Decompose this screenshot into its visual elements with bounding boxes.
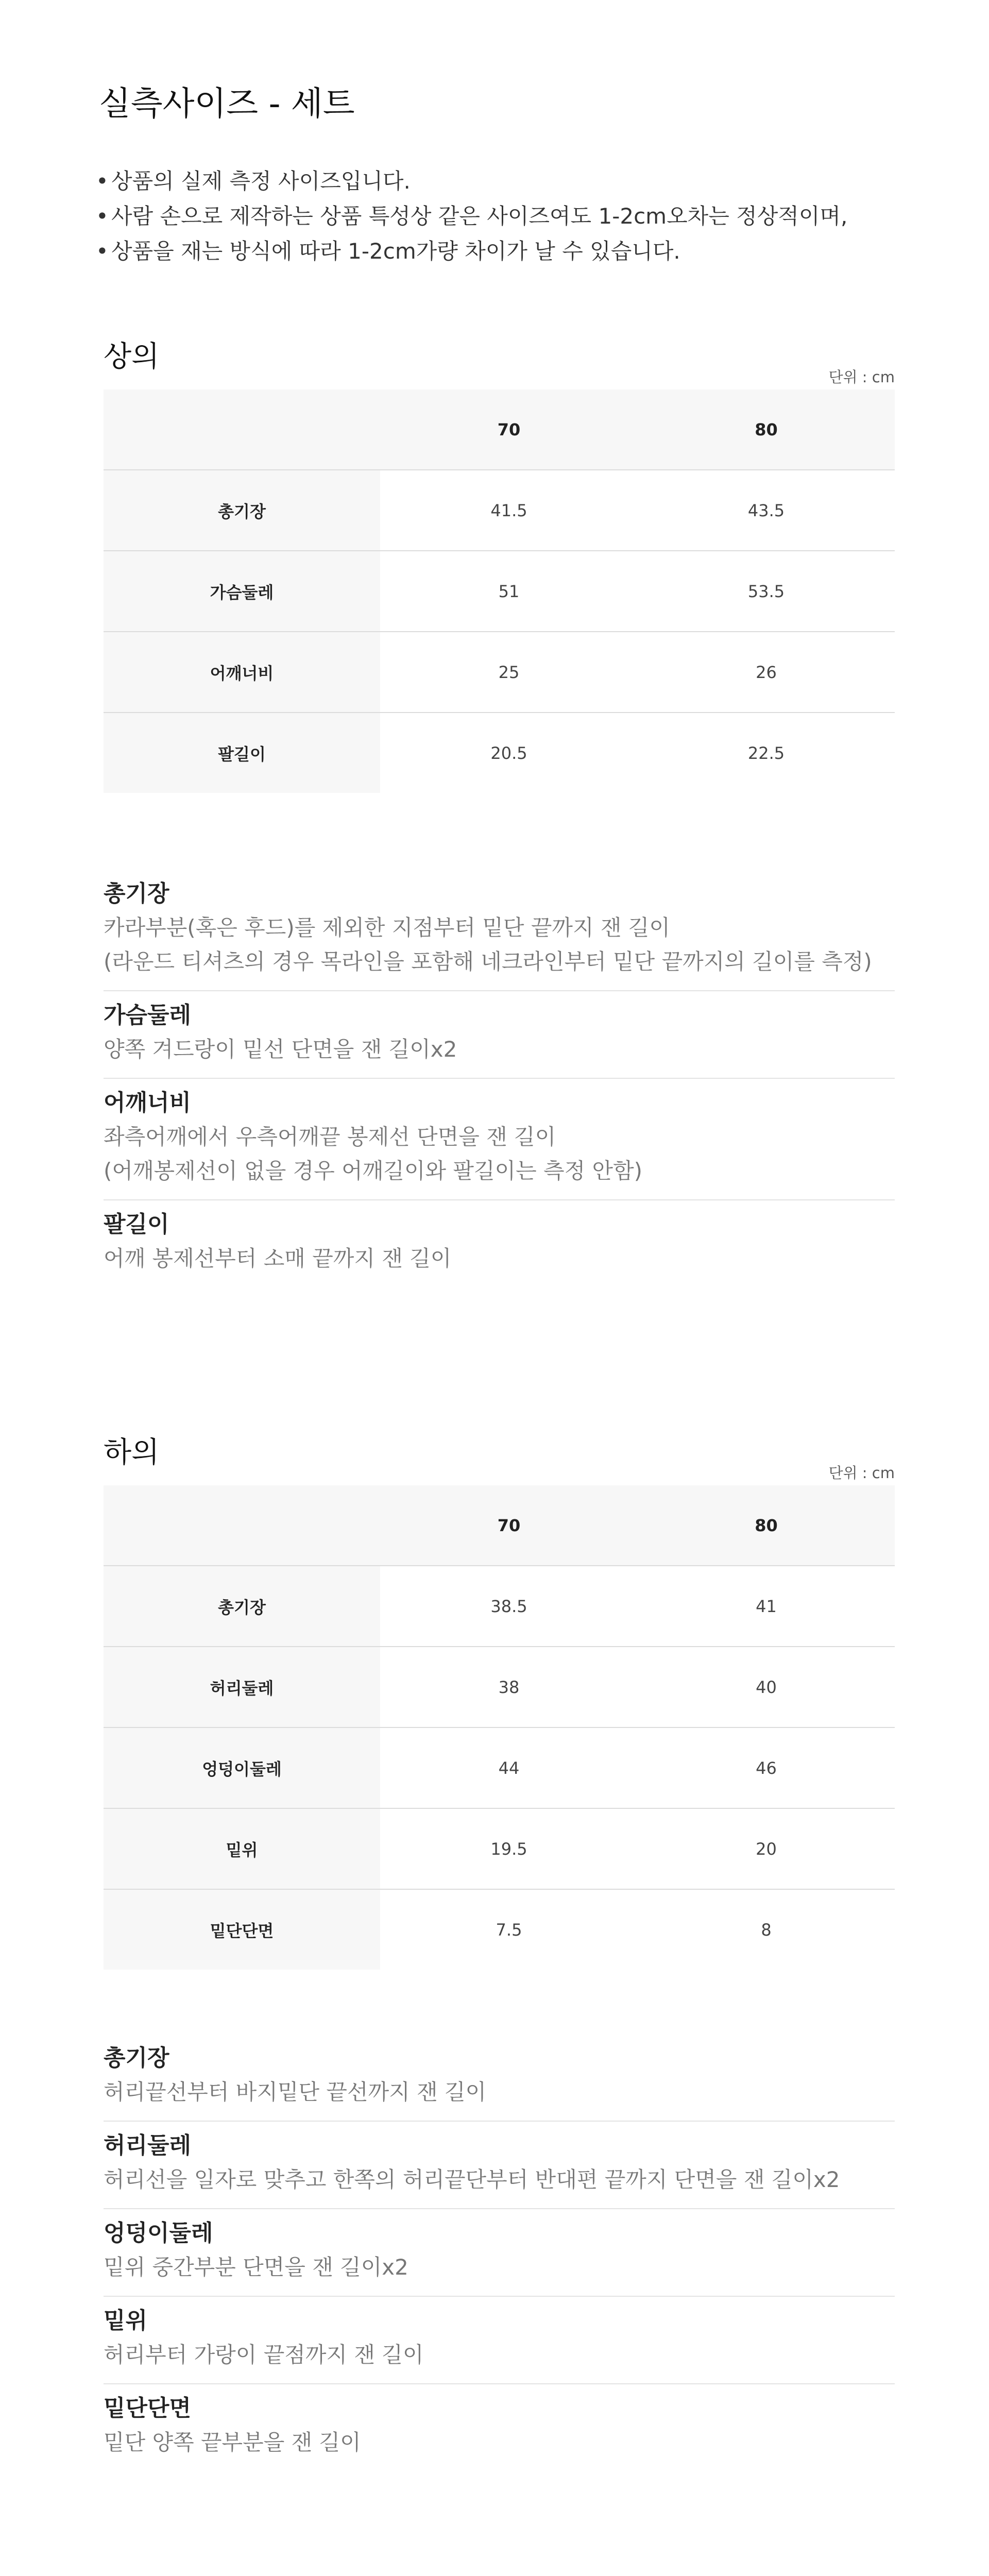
table-cell: 26: [638, 632, 895, 713]
table-corner-cell: [104, 389, 380, 470]
definition-item: [104, 991, 895, 1079]
bottom-size-table: [104, 1485, 895, 1970]
note-item: • 사람 손으로 제작하는 상품 특성상 같은 사이즈여도 1-2cm오차는 정상적이며,: [94, 199, 918, 234]
definition-item: [104, 2122, 895, 2209]
table-cell: 7.5: [380, 1889, 638, 1970]
definition-text: 밑단 양쪽 끝부분을 잰 길이: [104, 2430, 361, 2455]
definition-item: [104, 1079, 895, 1200]
definition-text: 카라부분(혹은 후드)를 제외한 지점부터 밑단 끝까지 잰 길이: [104, 915, 670, 940]
table-row: [104, 1647, 895, 1727]
table-cell: 20.5: [380, 713, 638, 793]
definition-term: 팔길이: [104, 1211, 169, 1238]
definition-text: 양쪽 겨드랑이 밑선 단면을 잰 길이x2: [104, 1037, 457, 1062]
table-cell: 53.5: [638, 551, 895, 632]
page-title: 실측사이즈 - 세트: [99, 85, 355, 123]
bottom-section-title: 하의: [104, 1436, 160, 1469]
table-cell: 19.5: [380, 1808, 638, 1889]
row-label: 총기장: [104, 1566, 380, 1647]
definition-term: 총기장: [104, 880, 169, 907]
table-row: [104, 713, 895, 793]
top-size-table: [104, 389, 895, 793]
definition-text: 좌측어깨에서 우측어깨끝 봉제선 단면을 잰 길이: [104, 1124, 556, 1149]
definition-term: 엉덩이둘레: [104, 2220, 213, 2246]
table-cell: 41: [638, 1566, 895, 1647]
table-cell: 43.5: [638, 470, 895, 551]
size-column-header: 70: [380, 389, 638, 470]
size-column-header: 80: [638, 1485, 895, 1566]
definition-item: [104, 2034, 895, 2122]
definition-text: 어깨 봉제선부터 소매 끝까지 잰 길이: [104, 1246, 452, 1271]
table-cell: 51: [380, 551, 638, 632]
table-header-row: [104, 389, 895, 470]
row-label: 허리둘레: [104, 1647, 380, 1727]
size-column-header: 80: [638, 389, 895, 470]
table-cell: 8: [638, 1889, 895, 1970]
table-corner-cell: [104, 1485, 380, 1566]
note-item-continuation: • 상품을 재는 방식에 따라 1-2cm가량 차이가 날 수 있습니다.: [94, 234, 918, 269]
definition-item: [104, 1200, 895, 1287]
table-cell: 22.5: [638, 713, 895, 793]
definition-term: 허리둘레: [104, 2132, 192, 2159]
table-cell: 46: [638, 1727, 895, 1808]
definition-item: [104, 2209, 895, 2297]
row-label: 가슴둘레: [104, 551, 380, 632]
definition-text: 허리선을 일자로 맞추고 한쪽의 허리끝단부터 반대편 끝까지 단면을 잰 길이x2: [104, 2167, 840, 2192]
table-cell: 41.5: [380, 470, 638, 551]
table-row: [104, 1566, 895, 1647]
table-cell: 40: [638, 1647, 895, 1727]
table-cell: 44: [380, 1727, 638, 1808]
table-row: [104, 1808, 895, 1889]
table-cell: 20: [638, 1808, 895, 1889]
table-row: [104, 551, 895, 632]
definition-text: 허리끝선부터 바지밑단 끝선까지 잰 길이: [104, 2079, 487, 2105]
note-item: • 상품의 실제 측정 사이즈입니다.: [94, 164, 918, 199]
table-row: [104, 1727, 895, 1808]
row-label: 어깨너비: [104, 632, 380, 713]
definition-term: 밑위: [104, 2308, 148, 2334]
row-label: 팔길이: [104, 713, 380, 793]
definition-text: 허리부터 가랑이 끝점까지 잰 길이: [104, 2342, 424, 2367]
definition-item: [104, 2297, 895, 2384]
definition-item: [104, 2384, 895, 2471]
top-section-title: 상의: [104, 340, 160, 374]
definition-term: 총기장: [104, 2045, 169, 2071]
table-row: [104, 632, 895, 713]
definition-term: 밑단단면: [104, 2395, 192, 2421]
row-label: 엉덩이둘레: [104, 1727, 380, 1808]
table-cell: 38.5: [380, 1566, 638, 1647]
size-column-header: 70: [380, 1485, 638, 1566]
top-unit-label: 단위 : cm: [828, 368, 895, 386]
table-cell: 25: [380, 632, 638, 713]
row-label: 밑단단면: [104, 1889, 380, 1970]
bottom-unit-label: 단위 : cm: [828, 1464, 895, 1482]
table-row: [104, 470, 895, 551]
definition-term: 가슴둘레: [104, 1002, 192, 1028]
definition-item: [104, 870, 895, 991]
table-row: [104, 1889, 895, 1970]
definition-text: (라운드 티셔츠의 경우 목라인을 포함해 네크라인부터 밑단 끝까지의 길이를 측정): [104, 949, 872, 974]
notes-list: [94, 164, 918, 269]
row-label: 밑위: [104, 1808, 380, 1889]
table-cell: 38: [380, 1647, 638, 1727]
table-header-row: [104, 1485, 895, 1566]
definition-text: 밑위 중간부분 단면을 잰 길이x2: [104, 2255, 408, 2280]
definition-term: 어깨너비: [104, 1090, 192, 1116]
bottom-definitions: [104, 2034, 895, 2471]
definition-text: (어깨봉제선이 없을 경우 어깨길이와 팔길이는 측정 안함): [104, 1158, 643, 1183]
top-definitions: [104, 870, 895, 1287]
row-label: 총기장: [104, 470, 380, 551]
